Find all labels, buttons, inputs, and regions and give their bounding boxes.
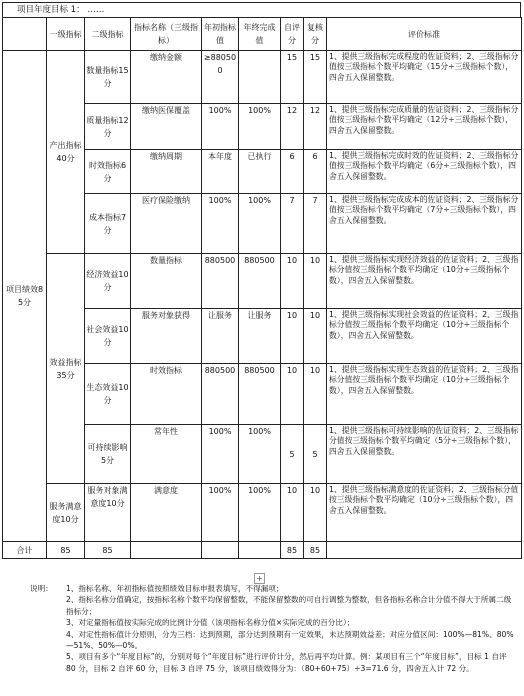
l2-cell: 社会效益10分 bbox=[85, 309, 131, 364]
final-cell: 100% bbox=[239, 425, 281, 484]
table-row bbox=[3, 484, 522, 542]
note-item bbox=[30, 617, 515, 628]
total-value: 85 bbox=[85, 542, 131, 559]
table-row bbox=[3, 254, 522, 309]
standard-cell: 1、提供三级指标完成成本的佐证资料；2、三级指标分值按三级指标个数平均确定（7分÷三级指标个数），四舍五入保留整数。 bbox=[327, 194, 522, 254]
init-cell: 100% bbox=[202, 484, 239, 542]
self-cell: 5 bbox=[281, 425, 304, 484]
add-row-handle[interactable]: + bbox=[254, 573, 265, 584]
indicator-cell: 满意度 bbox=[131, 484, 202, 542]
final-cell: 让服务 bbox=[239, 309, 281, 364]
indicator-cell: 数量指标 bbox=[131, 254, 202, 309]
l2-cell: 服务对象满意度10分 bbox=[85, 484, 131, 542]
header-indicator: 指标名称（三级指标） bbox=[131, 18, 202, 51]
service-label: 服务满意度10分 bbox=[47, 484, 85, 542]
indicator-cell: 服务对象获得 bbox=[131, 309, 202, 364]
final-cell: 100% bbox=[239, 104, 281, 150]
indicator-cell: 医疗保险缴纳 bbox=[131, 194, 202, 254]
review-cell: 15 bbox=[304, 51, 327, 104]
note-item bbox=[30, 583, 515, 594]
output-label: 产出指标40分 bbox=[47, 51, 85, 254]
init-cell: 本年度 bbox=[202, 150, 239, 194]
self-cell: 10 bbox=[281, 484, 304, 542]
l2-cell: 成本指标7分 bbox=[85, 194, 131, 254]
init-cell: 100% bbox=[202, 104, 239, 150]
self-cell: 10 bbox=[281, 364, 304, 425]
final-cell bbox=[239, 51, 281, 104]
l2-cell: 生态效益10分 bbox=[85, 364, 131, 425]
standard-cell: 1、提供三级指标完成时效的佐证资料；2、三级指标分值按三级指标个数平均确定（6分÷三级指标个数），四舍五入保留整数。 bbox=[327, 150, 522, 194]
header-level1: 一级指标 bbox=[47, 18, 85, 51]
indicator-cell: 缴纳医保覆盖 bbox=[131, 104, 202, 150]
self-cell: 15 bbox=[281, 51, 304, 104]
total-review: 85 bbox=[304, 542, 327, 559]
header-initial: 年初指标值 bbox=[202, 18, 239, 51]
init-cell: 880500 bbox=[202, 254, 239, 309]
self-cell: 10 bbox=[281, 254, 304, 309]
init-cell: 100% bbox=[202, 194, 239, 254]
l2-cell: 数量指标15分 bbox=[85, 51, 131, 104]
l2-cell: 时效指标6分 bbox=[85, 150, 131, 194]
final-cell: 100% bbox=[239, 484, 281, 542]
review-cell: 10 bbox=[304, 364, 327, 425]
standard-cell: 1、提供三级指标实现生态效益的佐证资料；2、三级指标分值按三级指标个数平均确定（10分÷三级指标个数），四舍五入保留整数。 bbox=[327, 364, 522, 425]
notes bbox=[30, 583, 515, 674]
evaluation-table bbox=[2, 17, 522, 559]
standard-cell: 1、提供三级指标满意度的佐证资料；2、三级指标分值按三级指标个数平均确定（10分÷三级指标个数），四舍五入保留整数。 bbox=[327, 484, 522, 542]
indicator-cell: 常年性 bbox=[131, 425, 202, 484]
table-row bbox=[3, 51, 522, 104]
header-level2: 二级指标 bbox=[85, 18, 131, 51]
standard-cell: 1、提供三级指标完成程度的佐证资料；2、三级指标分值按三级指标个数平均确定（15分÷三级指标个数），四舍五入保留整数。 bbox=[327, 51, 522, 104]
init-cell: 100% bbox=[202, 425, 239, 484]
review-cell: 10 bbox=[304, 309, 327, 364]
project-perf-cell: 项目绩效85分 bbox=[3, 51, 47, 542]
review-cell: 5 bbox=[304, 425, 327, 484]
review-cell: 12 bbox=[304, 104, 327, 150]
l2-cell: 质量指标12分 bbox=[85, 104, 131, 150]
doc-title: 项目年度目标 1： …… bbox=[2, 2, 521, 17]
header-standard: 评价标准 bbox=[327, 18, 522, 51]
total-row bbox=[3, 542, 522, 559]
total-value: 85 bbox=[47, 542, 85, 559]
standard-cell: 1、提供三级指标完成质量的佐证资料；2、三级指标分值按三级指标个数平均确定（12分÷三级指标个数），四舍五入保留整数。 bbox=[327, 104, 522, 150]
final-cell: 880500 bbox=[239, 364, 281, 425]
review-cell: 10 bbox=[304, 484, 327, 542]
header-review: 复核分 bbox=[304, 18, 327, 51]
standard-cell: 1、提供三级指标实现经济效益的佐证资料；2、三级指标分值按三级指标个数平均确定（10分÷三级指标个数），四舍五入保留整数。 bbox=[327, 254, 522, 309]
final-cell: 已执行 bbox=[239, 150, 281, 194]
init-cell: ≥880500 bbox=[202, 51, 239, 104]
review-cell: 6 bbox=[304, 150, 327, 194]
indicator-cell: 缴纳金额 bbox=[131, 51, 202, 104]
review-cell: 10 bbox=[304, 254, 327, 309]
total-self: 85 bbox=[281, 542, 304, 559]
l2-cell: 经济效益10分 bbox=[85, 254, 131, 309]
l2-cell: 可持续影响5分 bbox=[85, 425, 131, 484]
standard-cell: 1、提供三级指标实现社会效益的佐证资料；2、三级指标分值按三级指标个数平均确定（10分÷三级指标个数），四舍五入保留整数。 bbox=[327, 309, 522, 364]
final-cell: 880500 bbox=[239, 254, 281, 309]
note-item bbox=[30, 594, 515, 617]
indicator-cell: 时效指标 bbox=[131, 364, 202, 425]
note-text: 2、指标名称分值确定，按指标名称个数平均保留整数，不能保留整数的可自行调整为整数，但各指标名称合计分值不得大于所属二级指标分； bbox=[66, 595, 512, 616]
note-item bbox=[30, 651, 515, 674]
final-cell: 100% bbox=[239, 194, 281, 254]
review-cell: 7 bbox=[304, 194, 327, 254]
standard-cell: 1、提供三级指标可持续影响的佐证资料；2、三级指标分值按三级指标个数平均确定（5分÷三级指标个数），四舍五入保留整数。 bbox=[327, 425, 522, 484]
benefit-label: 效益指标35分 bbox=[47, 254, 85, 484]
indicator-cell: 缴纳周期 bbox=[131, 150, 202, 194]
self-cell: 6 bbox=[281, 150, 304, 194]
note-text: 1、指标名称、年初指标值按照绩效目标申报表填写，不得漏项； bbox=[66, 584, 284, 593]
total-label: 合计 bbox=[3, 542, 47, 559]
init-cell: 让服务 bbox=[202, 309, 239, 364]
note-text: 3、对定量指标值按实际完成的比例计分值（该项指标名称分值×实际完成的百分比）； bbox=[66, 618, 355, 628]
header-row bbox=[3, 18, 522, 51]
header-self: 自评分 bbox=[281, 18, 304, 51]
init-cell: 880500 bbox=[202, 364, 239, 425]
header-final: 年终完成值 bbox=[239, 18, 281, 51]
notes-lead: 说明： bbox=[30, 584, 53, 593]
self-cell: 10 bbox=[281, 309, 304, 364]
note-text: 5、项目有多个“年度目标”的，分别对每个“年度目标”进行评价计分，然后再平均计算。例：某项目有三个“年度目标”，目标 1 自评 80 分，目标 2 自评 60 分，目标 3 自评 75 分，该项目绩效得分为：（80+60+75）÷3=71.6 分，四舍五入计 72 分。 bbox=[66, 652, 507, 673]
note-text: 4、对定性指标值计分原则，分为三档：达到预期，部分达到预期有一定效果，未达预期效益差；对应分值区间：100%—81%、80%—51%、50%—0%。 bbox=[66, 629, 514, 651]
self-cell: 12 bbox=[281, 104, 304, 150]
note-item bbox=[30, 629, 515, 652]
self-cell: 7 bbox=[281, 194, 304, 254]
